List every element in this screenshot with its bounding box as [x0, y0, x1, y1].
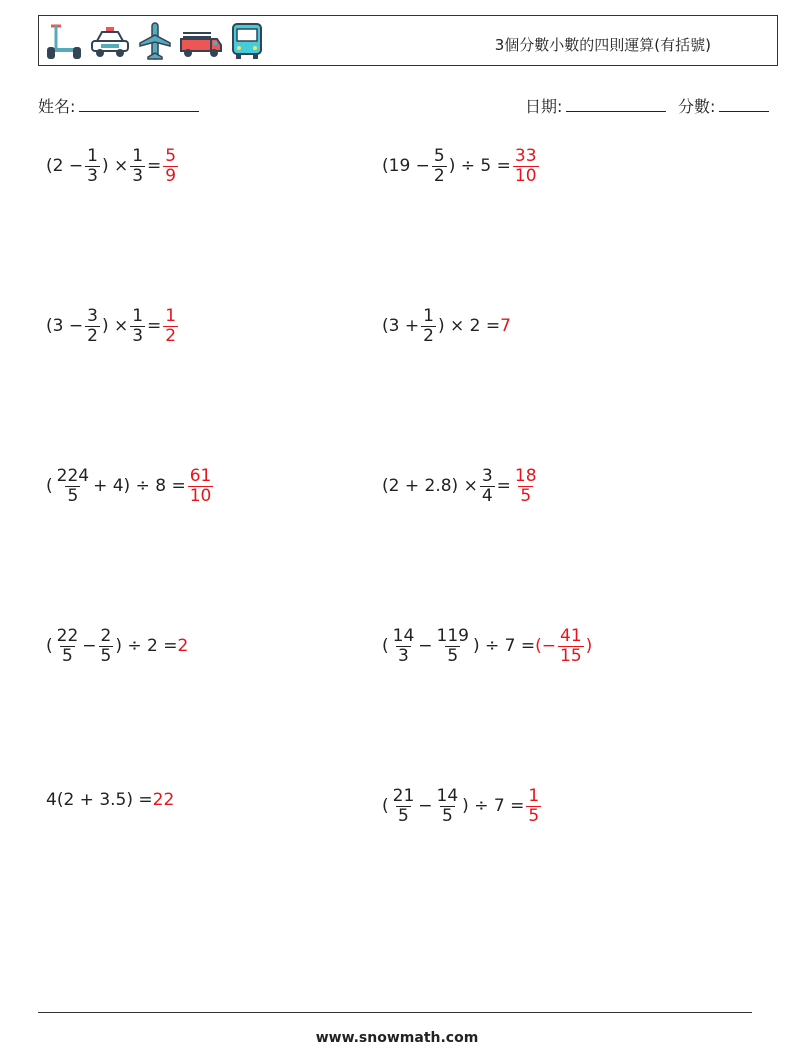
answer: 2 [177, 636, 189, 657]
fraction: $\frac{119}{5}$ [436, 626, 469, 666]
fraction: $\frac{14}{3}$ [392, 626, 415, 666]
name-field [38, 94, 199, 117]
header-icons [45, 20, 265, 62]
problem-text: 4(2 + 3.5) = [46, 790, 153, 810]
problem-text: ) ÷ 7 = [472, 636, 536, 657]
problem-text: = [147, 316, 162, 337]
problem-text: = [496, 476, 511, 497]
problem-text: ( [382, 796, 389, 817]
problem-6 [382, 467, 541, 505]
answer-paren: ) [585, 636, 593, 657]
fraction: $\frac{3}{2}$ [87, 306, 98, 346]
fraction: $\frac{3}{4}$ [481, 466, 493, 506]
name-line [79, 97, 199, 112]
problem-7 [46, 627, 188, 665]
score-line [719, 97, 769, 112]
airplane-icon [137, 21, 173, 61]
header-box [38, 15, 778, 66]
footer-url[interactable]: www.snowmath.com [315, 1030, 479, 1046]
problem-text: ) ÷ 2 = [115, 636, 178, 657]
fraction: $\frac{1}{3}$ [87, 146, 98, 186]
answer: $\frac{1}{5}$ [528, 786, 540, 826]
problem-text: ( [382, 636, 389, 657]
problem-text: (2 − [46, 156, 84, 177]
fraction: $\frac{14}{5}$ [436, 786, 459, 826]
problem-text: (3 + [382, 316, 420, 337]
problem-4 [382, 307, 511, 345]
problem-text: ) × [101, 316, 129, 337]
answer: 22 [152, 790, 175, 810]
problem-1 [46, 147, 180, 185]
bus-icon [229, 21, 265, 61]
problem-text: = [147, 156, 162, 177]
problem-text: ) ÷ 5 = [448, 156, 511, 177]
answer: $\frac{41}{15}$ [560, 626, 582, 666]
fraction: $\frac{1}{3}$ [132, 146, 144, 186]
date-label: 日期: [525, 97, 563, 116]
date-line [566, 97, 666, 112]
problem-3 [46, 307, 180, 345]
problem-text: ( [46, 476, 53, 497]
fraction: $\frac{5}{2}$ [433, 146, 445, 186]
footer-rule [38, 1012, 752, 1013]
problem-text: (3 − [46, 316, 84, 337]
problem-text: + 4) ÷ 8 = [93, 476, 186, 497]
sheet-title: 3個分數小數的四則運算(有括號) [494, 36, 711, 54]
answer: $\frac{61}{10}$ [189, 466, 212, 506]
segway-icon [45, 21, 83, 61]
fire-truck-icon [179, 21, 223, 61]
answer: $\frac{18}{5}$ [514, 466, 537, 506]
score-label: 分數: [678, 97, 716, 116]
answer: $\frac{1}{2}$ [165, 306, 177, 346]
fraction: $\frac{21}{5}$ [392, 786, 415, 826]
problem-9 [46, 790, 174, 810]
problem-text: (19 − [382, 156, 430, 177]
fraction: $\frac{224}{5}$ [56, 466, 90, 506]
answer: 7 [500, 316, 511, 337]
problem-8 [382, 627, 592, 665]
police-car-icon [89, 21, 131, 61]
problem-text: − [82, 636, 97, 657]
fraction: $\frac{22}{5}$ [56, 626, 79, 666]
problem-text: − [418, 796, 433, 817]
problem-text: ) × 2 = [437, 316, 501, 337]
problem-5 [46, 467, 215, 505]
answer: $\frac{5}{9}$ [165, 146, 177, 186]
problem-text: ( [46, 636, 53, 657]
answer-paren: (− [535, 636, 557, 657]
problem-text: ) × [101, 156, 129, 177]
problem-10 [382, 787, 543, 825]
fraction: $\frac{1}{3}$ [132, 306, 144, 346]
score-field [678, 94, 769, 117]
problem-text: (2 + 2.8) × [382, 476, 478, 497]
problem-text: ) ÷ 7 = [462, 796, 525, 817]
fraction: $\frac{1}{2}$ [423, 306, 434, 346]
fraction: $\frac{2}{5}$ [100, 626, 112, 666]
name-label: 姓名: [38, 97, 76, 116]
date-field [525, 94, 666, 117]
problem-2 [382, 147, 541, 185]
answer: $\frac{33}{10}$ [514, 146, 537, 186]
problem-text: − [418, 636, 433, 657]
